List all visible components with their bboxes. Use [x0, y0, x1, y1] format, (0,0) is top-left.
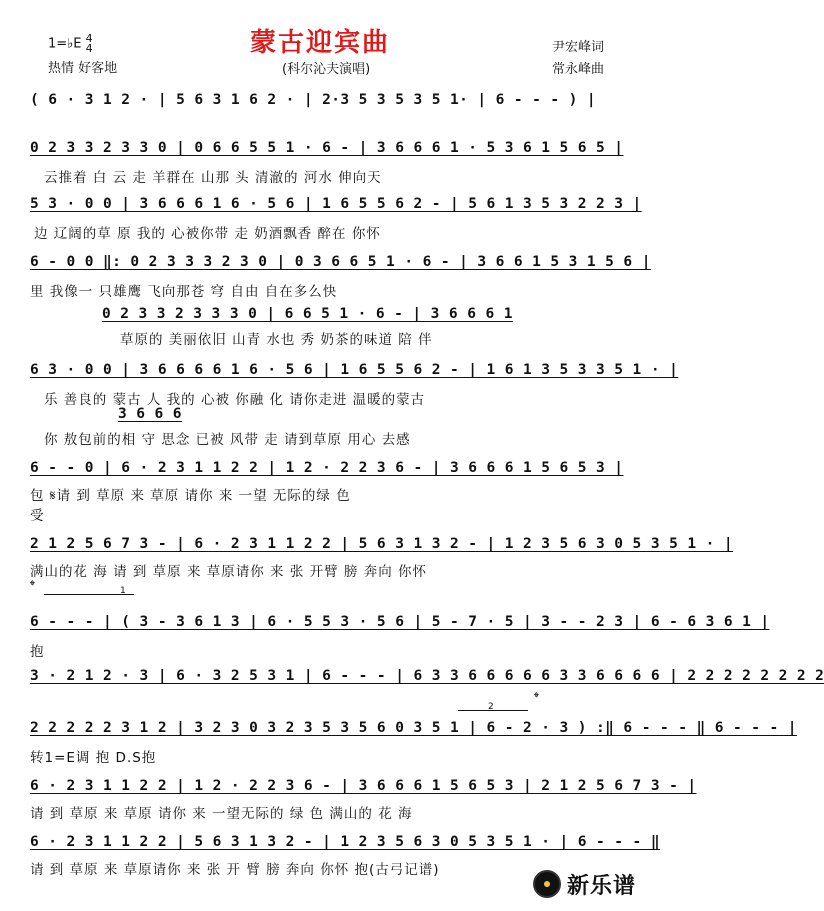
site-logo	[533, 867, 651, 901]
lyrics-line-12: 转1=E调 抱 D.S抱	[30, 750, 157, 766]
score-line-9: 2 1 2 5 6 7 3 - | 6 · 2 3 1 1 2 2 | 5 6 3 1 3 2 - | 1 2 3 5 6 3 0 5 3 5 1 · |	[30, 536, 733, 552]
lyrics-line-4: 里 我像一 只雄鹰 飞向那苍 穹 自由 自在多么快	[30, 284, 338, 300]
lyrics-line-14: 请 到 草原 来 草原请你 来 张 开 臂 膀 奔向 你怀 抱(古弓记谱)	[30, 862, 440, 878]
lyrics-line-2: 云推着 白 云 走 羊群在 山那 头 清澈的 河水 伸向天	[44, 170, 382, 186]
score-line-1: ( 6 · 3 1 2 · | 5 6 3 1 6 2 · | 2·3 5 3 5 3 5 1· | 6 - - - ) |	[30, 92, 597, 108]
lyricist: 尹宏峰词	[552, 40, 605, 55]
lyrics-line-8: 包 𝄋请 到 草原 来 草原 请你 来 一望 无际的绿 色	[30, 488, 351, 504]
score-line-3: 5 3 · 0 0 | 3 6 6 6 1 6 · 5 6 | 1 6 5 5 6 2 - | 5 6 1 3 5 3 2 2 3 |	[30, 196, 642, 212]
score-line-6: 6 3 · 0 0 | 3 6 6 6 6 1 6 · 5 6 | 1 6 5 5 6 2 - | 1 6 1 3 5 3 3 5 1 · |	[30, 362, 679, 378]
score-line-7: 3 6 6 6	[118, 406, 182, 422]
lyrics-line-5: 草原的 美丽依旧 山青 水也 秀 奶茶的味道 陪 伴	[120, 332, 433, 348]
score-line-14: 6 · 2 3 1 1 2 2 | 5 6 3 1 3 2 - | 1 2 3 5 6 3 0 5 3 5 1 · | 6 - - - ‖	[30, 834, 660, 850]
lyrics-line-13: 请 到 草原 来 草原 请你 来 一望无际的 绿 色 满山的 花 海	[30, 806, 413, 822]
lyrics-line-8b: 受	[30, 508, 45, 524]
volta-2-label: 2	[488, 702, 494, 712]
score-line-5: 0 2 3 3 2 3 3 3 0 | 6 6 5 1 · 6 - | 3 6 6 6 1	[102, 306, 513, 322]
lyrics-line-6: 乐 善良的 蒙古 人 我的 心被 你融 化 请你走进 温暖的蒙古	[44, 392, 426, 408]
score-line-11: 3 · 2 1 2 · 3 | 6 · 3 2 5 3 1 | 6 - - - | 6 3 3 6 6 6 6 6 3 3 6 6 6 6 | 2 2 2 2 2 2 2 2	[30, 668, 824, 684]
logo-text: 新乐谱	[567, 873, 637, 899]
record-disc-icon	[533, 870, 561, 898]
coda-symbol-2: 𝄌	[534, 690, 539, 706]
song-subtitle: (科尔沁夫演唱)	[282, 62, 371, 77]
score-line-8: 6 - - 0 | 6 · 2 3 1 1 2 2 | 1 2 · 2 2 3 6 - | 3 6 6 6 1 5 6 5 3 |	[30, 460, 624, 476]
coda-symbol: 𝄌	[30, 578, 35, 594]
key-label: 1=♭E	[48, 36, 82, 52]
song-title: 蒙古迎宾曲	[250, 28, 391, 58]
lyrics-line-3: 边 辽阔的草 原 我的 心被你带 走 奶酒飘香 醉在 你怀	[34, 226, 381, 242]
time-signature: 4 4	[85, 32, 93, 55]
composer: 常永峰曲	[552, 62, 605, 77]
tempo-mood: 热情 好客地	[48, 61, 118, 76]
score-line-13: 6 · 2 3 1 1 2 2 | 1 2 · 2 2 3 6 - | 3 6 6 6 1 5 6 5 3 | 2 1 2 5 6 7 3 - |	[30, 778, 697, 794]
lyrics-line-7: 你 敖包前的相 守 思念 已被 风带 走 请到草原 用心 去感	[44, 432, 411, 448]
score-line-4: 6 - 0 0 ‖: 0 2 3 3 3 2 3 0 | 0 3 6 6 5 1 · 6 - | 3 6 6 1 5 3 1 5 6 |	[30, 254, 651, 270]
volta-1-label: 1	[120, 586, 126, 596]
lyrics-line-10: 抱	[30, 644, 45, 660]
score-line-12: 2 2 2 2 2 3 1 2 | 3 2 3 0 3 2 3 5 3 5 6 0 3 5 1 | 6 - 2 · 3 ) :‖ 6 - - - ‖ 6 - - - |	[30, 720, 797, 736]
score-line-10: 6 - - - | ( 3 - 3 6 1 3 | 6 · 5 5 3 · 5 6 | 5 - 7 · 5 | 3 - - 2 3 | 6 - 6 3 6 1 |	[30, 614, 770, 630]
score-line-2: 0 2 3 3 2 3 3 0 | 0 6 6 5 5 1 · 6 - | 3 6 6 6 1 · 5 3 6 1 5 6 5 |	[30, 140, 624, 156]
lyrics-line-9: 满山的花 海 请 到 草原 来 草原请你 来 张 开臂 膀 奔向 你怀	[30, 564, 427, 580]
key-signature	[48, 34, 93, 54]
